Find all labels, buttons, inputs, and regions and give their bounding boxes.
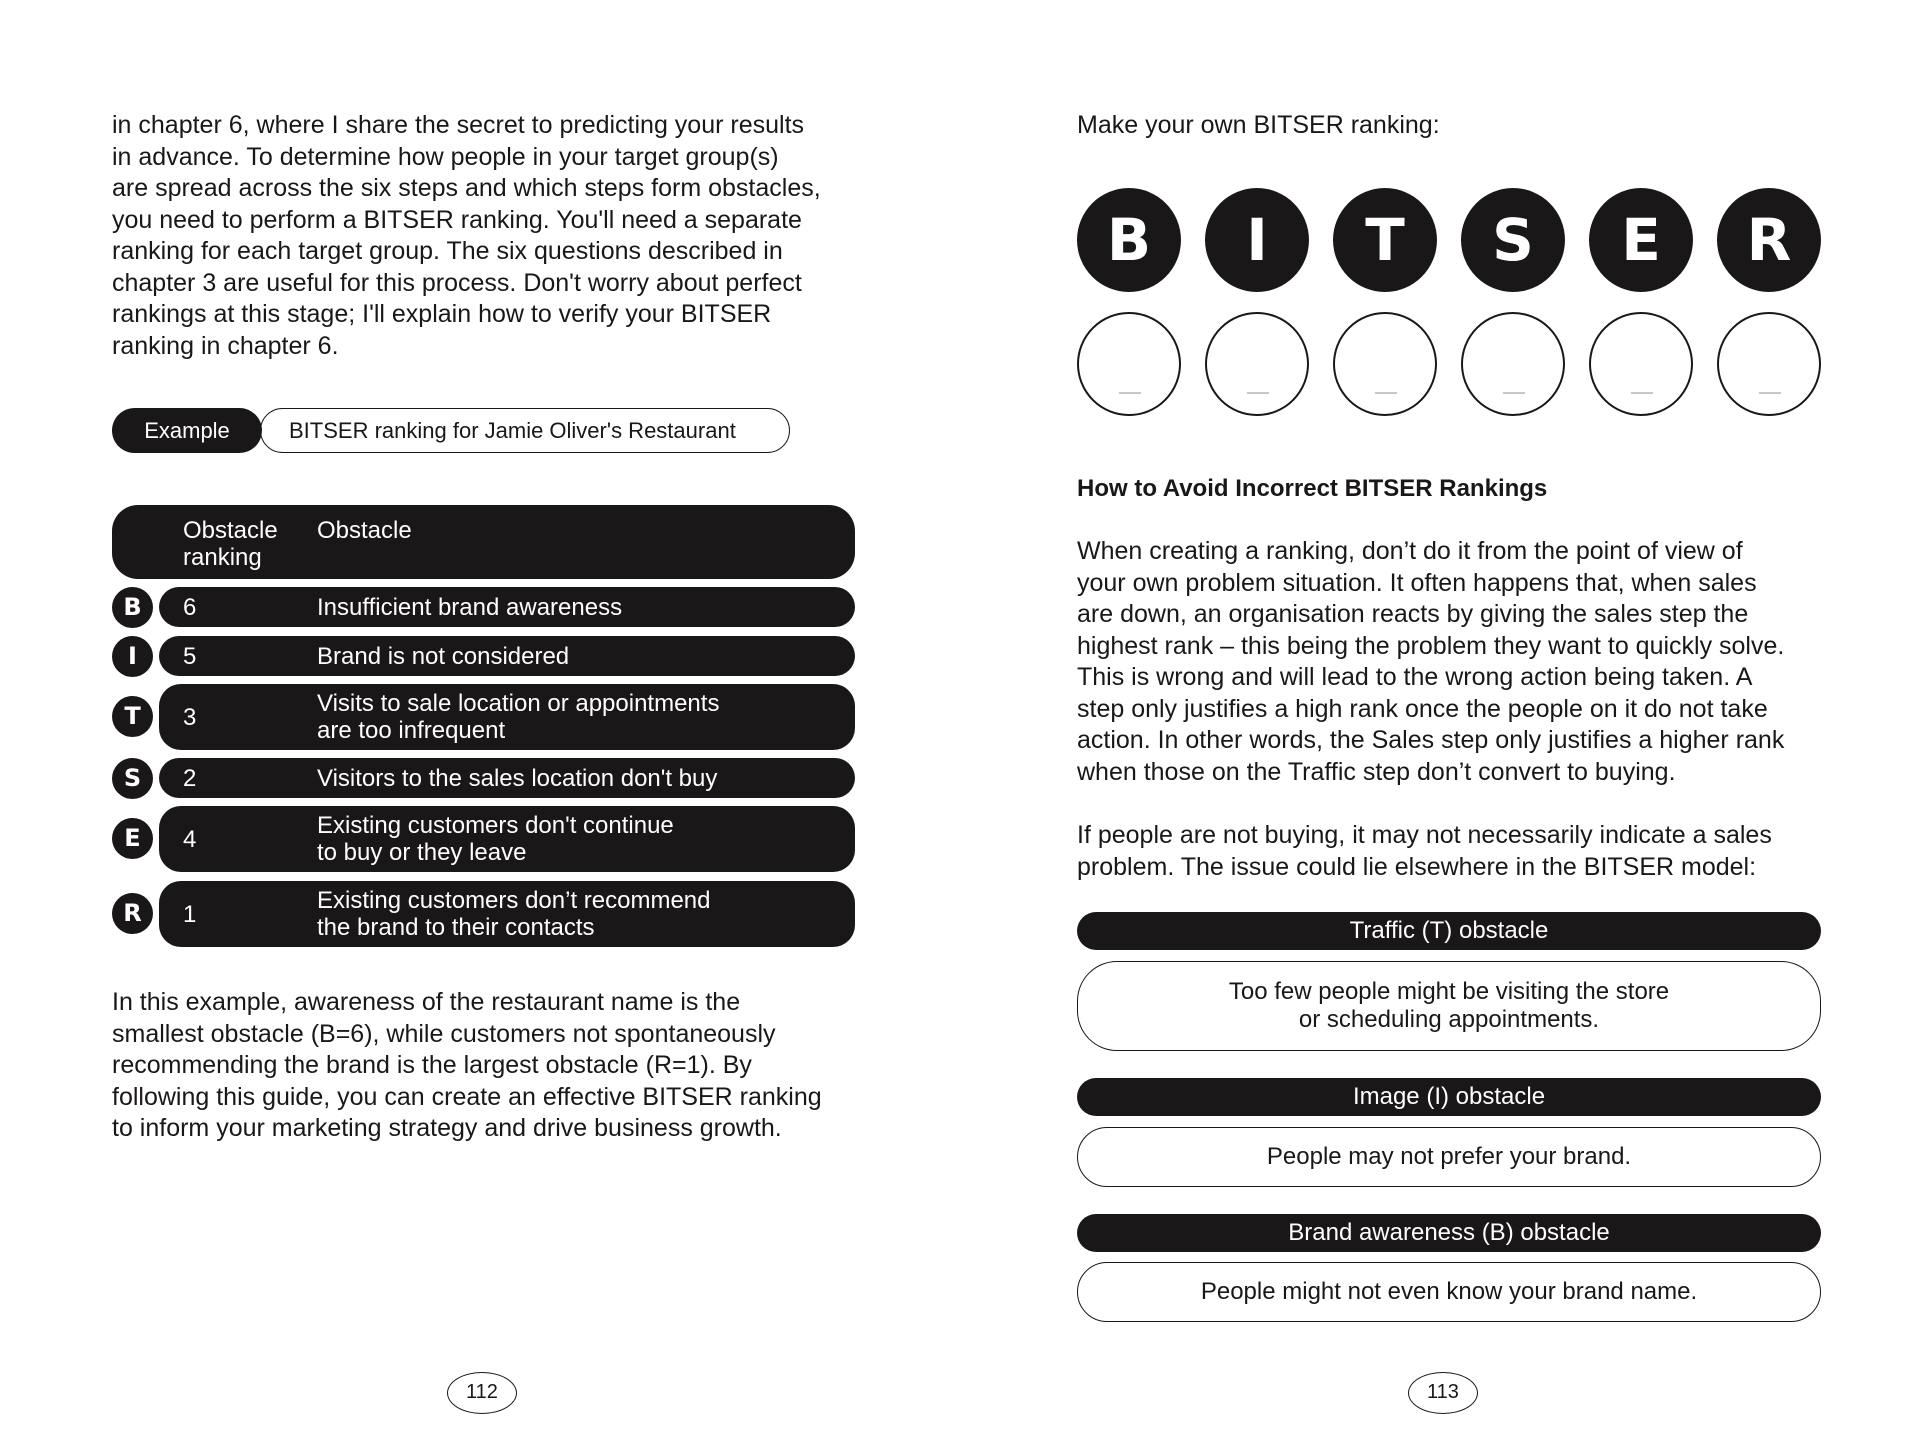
table-row xyxy=(112,636,855,676)
row-letter-badge: S xyxy=(112,758,153,799)
table-row xyxy=(112,806,855,872)
row-bar xyxy=(159,684,855,750)
body-paragraph-1: When creating a ranking, don’t do it from the point of view of your own problem situation. It often happens that, when sales are down, an organisation reacts by giving the sales step the highest rank – this being the problem they want to quickly solve. This is wrong and will lead to the wrong action being taken. A step only justifies a high rank once the people on it do not take action. In other words, the Sales step only justifies a higher rank when those on the Traffic step don’t convert to buying. xyxy=(1077,537,1785,786)
row-rank: 5 xyxy=(183,643,197,670)
page-number: 112 xyxy=(447,1372,517,1414)
table-row xyxy=(112,587,855,627)
header-obstacle-ranking: Obstacle ranking xyxy=(183,517,278,571)
bitser-letter-b: B xyxy=(1077,188,1181,292)
row-rank: 1 xyxy=(183,901,197,928)
row-obstacle: Visitors to the sales location don't buy xyxy=(317,765,718,792)
obstacle-box-traffic: Too few people might be visiting the store or scheduling appointments. xyxy=(1077,961,1821,1051)
table-row xyxy=(112,758,855,798)
rank-input-circle[interactable] xyxy=(1077,312,1181,416)
row-letter-badge: I xyxy=(112,636,153,677)
obstacle-title-image: Image (I) obstacle xyxy=(1077,1078,1821,1116)
page-number: 113 xyxy=(1408,1372,1478,1414)
section-heading: How to Avoid Incorrect BITSER Rankings xyxy=(1077,475,1548,502)
row-obstacle: Visits to sale location or appointments are too infrequent xyxy=(317,690,720,744)
body-paragraph-2: If people are not buying, it may not necessarily indicate a sales problem. The issue could lie elsewhere in the BITSER model: xyxy=(1077,821,1772,881)
conclusion-paragraph: In this example, awareness of the restaurant name is the smallest obstacle (B=6), while customers not spontaneously recommending the brand is the largest obstacle (R=1). By following this guide, you can create an effective BITSER ranking to inform your marketing strategy and drive business growth. xyxy=(112,988,822,1142)
row-bar xyxy=(159,636,855,676)
row-letter-badge: E xyxy=(112,818,153,859)
example-badge: Example xyxy=(112,408,262,453)
row-letter-badge: R xyxy=(112,893,153,934)
rank-input-circle[interactable] xyxy=(1717,312,1821,416)
intro-paragraph: in chapter 6, where I share the secret to predicting your results in advance. To determine how people in your target group(s) are spread across the six steps and which steps form obstacles, you need to perform a BITSER ranking. You'll need a separate ranking for each target group. The six questions described in chapter 3 are useful for this process. Don't worry about perfect rankings at this stage; I'll explain how to verify your BITSER ranking in chapter 6. xyxy=(112,111,821,360)
table-row xyxy=(112,684,855,750)
example-label-row xyxy=(112,408,792,453)
row-rank: 2 xyxy=(183,765,197,792)
row-rank: 6 xyxy=(183,594,197,621)
row-bar xyxy=(159,806,855,872)
bitser-letter-e: E xyxy=(1589,188,1693,292)
row-bar xyxy=(159,587,855,627)
row-bar xyxy=(159,758,855,798)
row-letter-badge: B xyxy=(112,587,153,628)
row-rank: 3 xyxy=(183,704,197,731)
bitser-letter-i: I xyxy=(1205,188,1309,292)
row-obstacle: Brand is not considered xyxy=(317,643,570,670)
blank-dash xyxy=(1759,392,1781,394)
row-bar xyxy=(159,881,855,947)
right-page xyxy=(960,0,1920,1440)
rank-input-circle[interactable] xyxy=(1333,312,1437,416)
obstacle-title-traffic: Traffic (T) obstacle xyxy=(1077,912,1821,950)
table-row xyxy=(112,881,855,947)
bitser-letter-r: R xyxy=(1717,188,1821,292)
table-header xyxy=(112,505,855,579)
blank-dash xyxy=(1247,392,1269,394)
row-obstacle: Insufficient brand awareness xyxy=(317,594,623,621)
blank-dash xyxy=(1375,392,1397,394)
blank-dash xyxy=(1631,392,1653,394)
rank-input-circle[interactable] xyxy=(1461,312,1565,416)
obstacle-box-brand-awareness: People might not even know your brand name. xyxy=(1077,1262,1821,1322)
row-letter-badge: T xyxy=(112,696,153,737)
obstacle-box-image: People may not prefer your brand. xyxy=(1077,1127,1821,1187)
header-obstacle: Obstacle xyxy=(317,517,412,544)
ranking-prompt: Make your own BITSER ranking: xyxy=(1077,111,1440,139)
rank-input-circle[interactable] xyxy=(1589,312,1693,416)
row-rank: 4 xyxy=(183,826,197,853)
example-title: BITSER ranking for Jamie Oliver's Restaurant xyxy=(260,408,790,453)
blank-dash xyxy=(1119,392,1141,394)
blank-dash xyxy=(1503,392,1525,394)
row-obstacle: Existing customers don't continue to buy or they leave xyxy=(317,812,674,866)
obstacle-title-brand-awareness: Brand awareness (B) obstacle xyxy=(1077,1214,1821,1252)
bitser-letter-s: S xyxy=(1461,188,1565,292)
rank-input-circle[interactable] xyxy=(1205,312,1309,416)
row-obstacle: Existing customers don’t recommend the brand to their contacts xyxy=(317,887,711,941)
bitser-letter-t: T xyxy=(1333,188,1437,292)
